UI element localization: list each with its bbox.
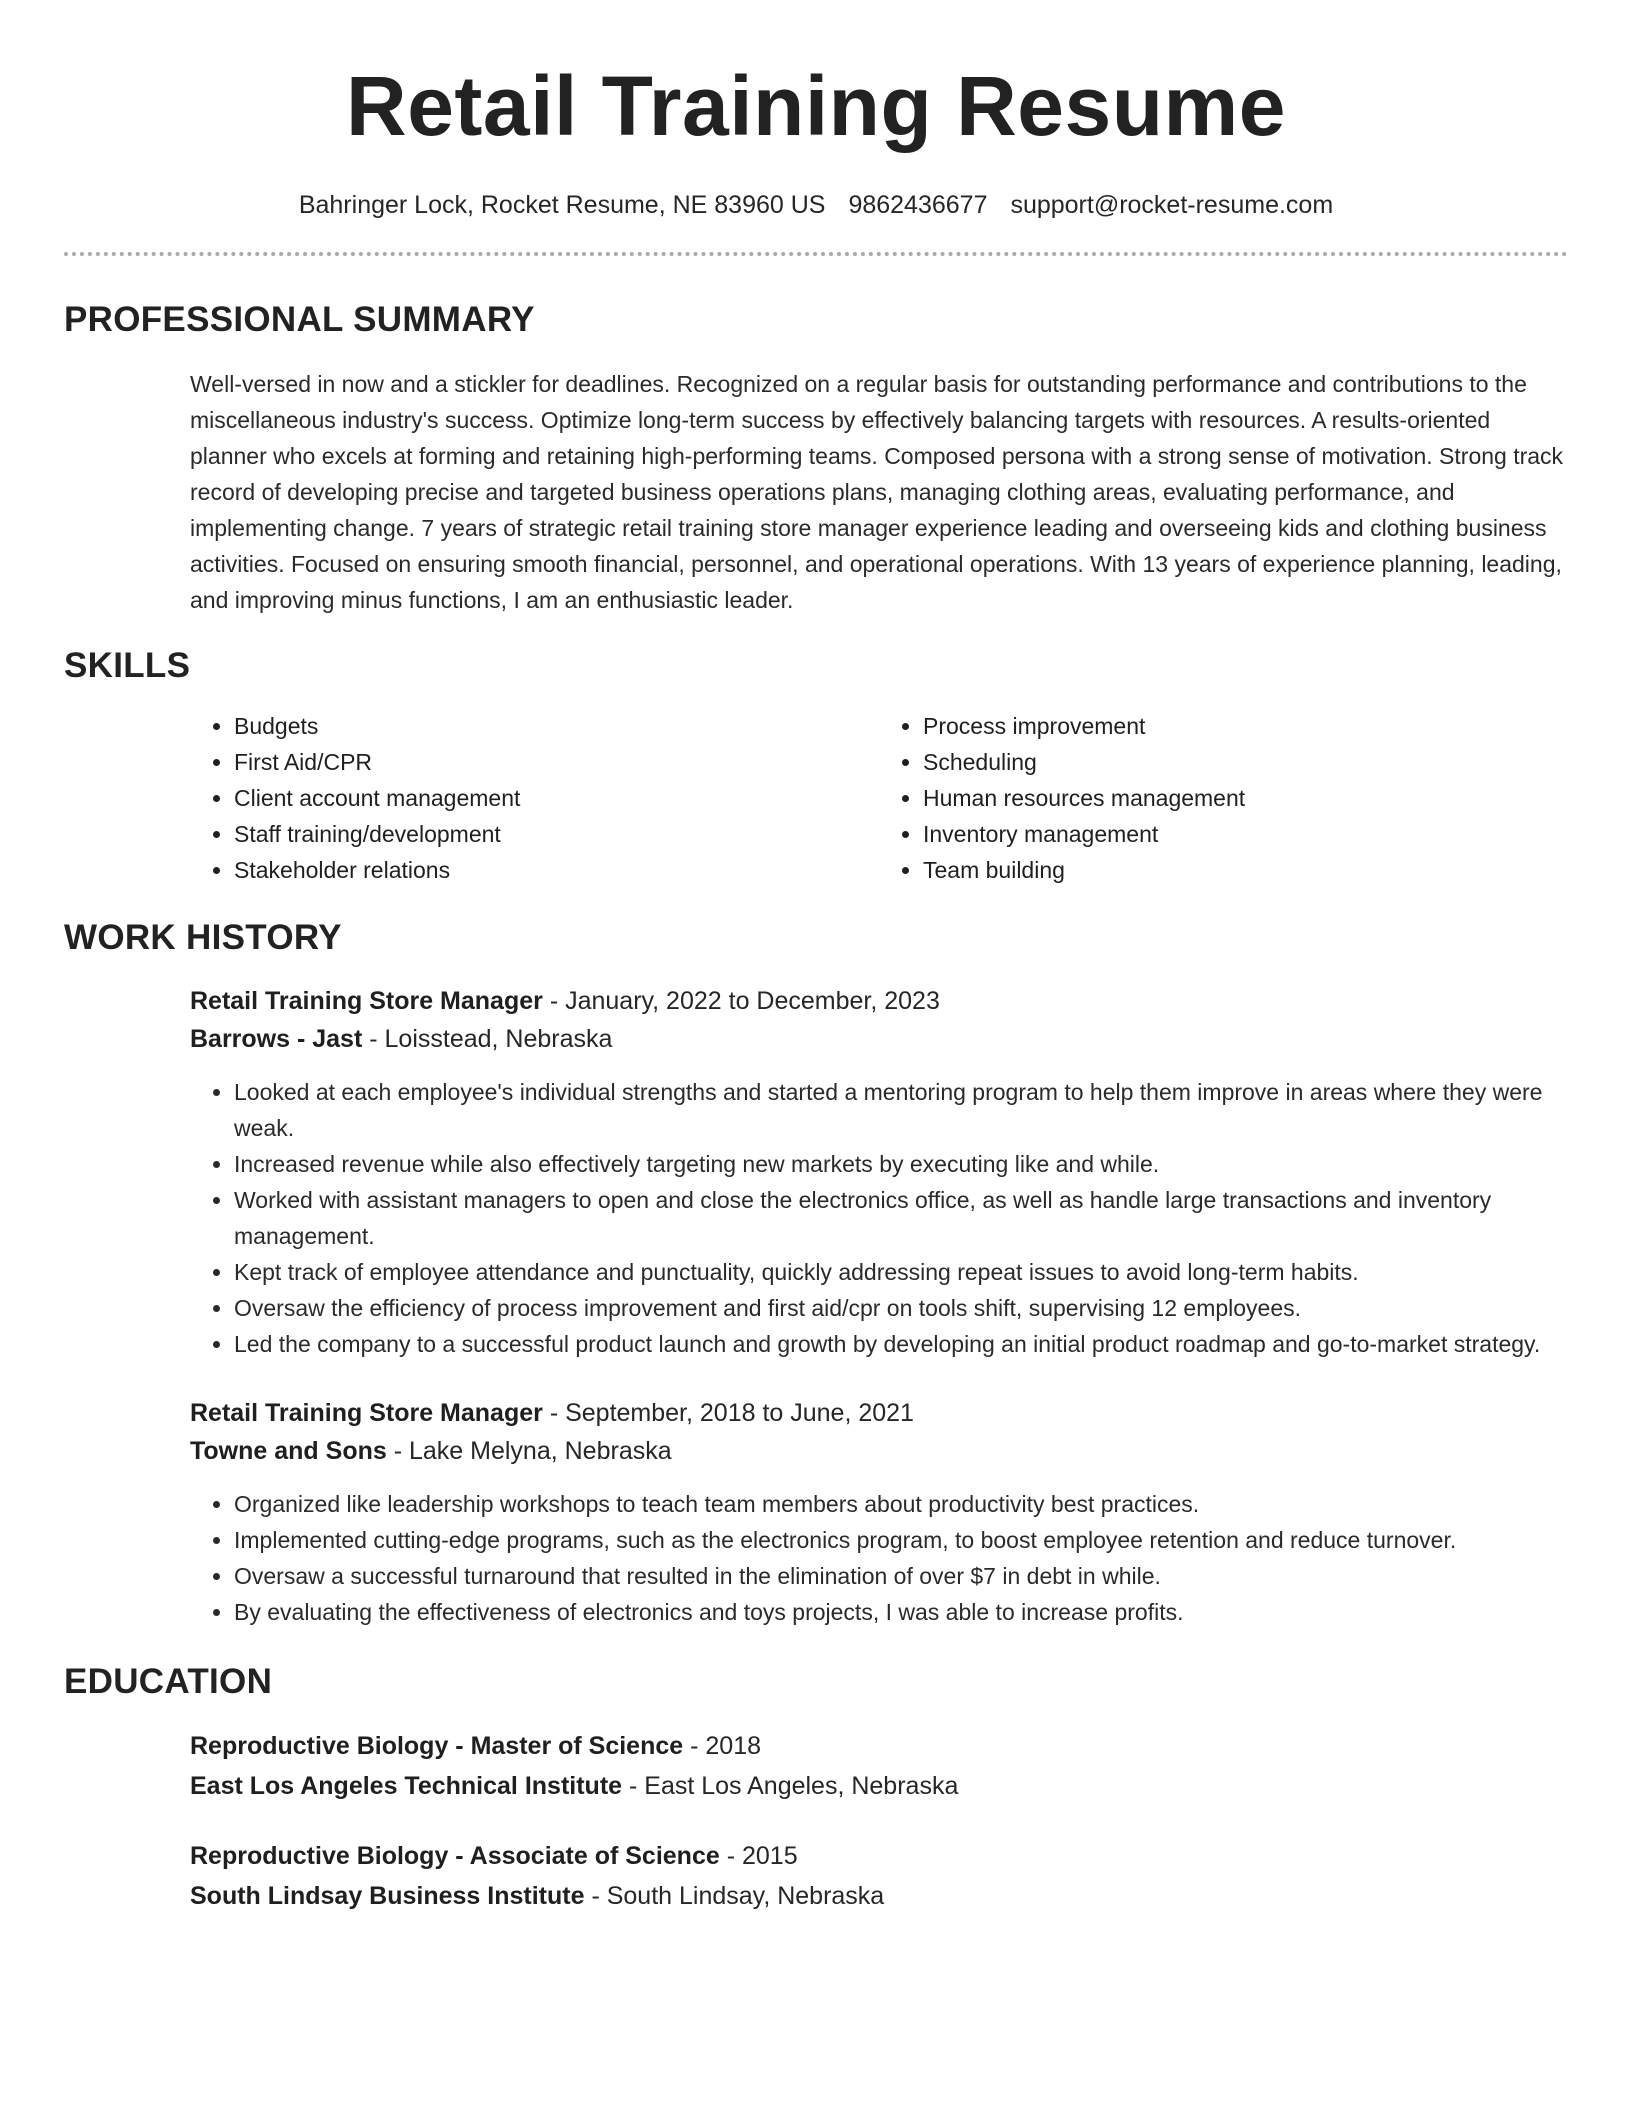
job-title-line [190, 982, 1568, 1020]
job-entry [190, 982, 1568, 1362]
job-bullet: • Organized like leadership workshops to teach team members about productivity best practices. [234, 1486, 1568, 1522]
section-heading-skills: SKILLS [64, 646, 191, 685]
job-bullet: • Increased revenue while also effectively targeting new markets by executing like and while. [234, 1146, 1568, 1182]
skills-grid [190, 708, 1568, 888]
education-year: - 2015 [726, 1842, 798, 1870]
job-bullet: • Oversaw the efficiency of process improvement and first aid/cpr on tools shift, supervising 12 employees. [234, 1290, 1568, 1326]
skill-item: • Inventory management [923, 816, 1568, 852]
skill-item: • Client account management [234, 780, 879, 816]
summary-text: Well-versed in now and a stickler for deadlines. Recognized on a regular basis for outstanding performance and contributions to the miscellaneous industry's success. Optimize long-term success by effectively balancing targets with resources. A results-oriented planner who excels at forming and retaining high-performing teams. Composed persona with a strong sense of motivation. Strong track record of developing precise and targeted business operations plans, managing clothing areas, evaluating performance, and implementing change. 7 years of strategic retail training store manager experience leading and overseeing kids and clothing business activities. Focused on ensuring smooth financial, personnel, and operational operations. With 13 years of experience planning, leading, and improving minus functions, I am an enthusiastic leader. [190, 371, 1564, 613]
education-degree-line [190, 1836, 1568, 1876]
skill-item: • Stakeholder relations [234, 852, 879, 888]
skills-section [64, 644, 1568, 888]
education-school: East Los Angeles Technical Institute [190, 1772, 623, 1800]
skills-list-left [190, 708, 879, 888]
contact-info [64, 190, 1568, 220]
section-heading-work: WORK HISTORY [64, 918, 342, 957]
skill-item: • Process improvement [923, 708, 1568, 744]
job-bullet: • By evaluating the effectiveness of electronics and toys projects, I was able to increase profits. [234, 1594, 1568, 1630]
education-location: - South Lindsay, Nebraska [591, 1882, 885, 1910]
education-entry [190, 1726, 1568, 1806]
education-degree-line [190, 1726, 1568, 1766]
job-bullet: • Implemented cutting-edge programs, such as the electronics program, to boost employee retention and reduce turnover. [234, 1522, 1568, 1558]
job-bullets [190, 1074, 1568, 1362]
job-bullets [190, 1486, 1568, 1630]
skill-item: • Team building [923, 852, 1568, 888]
job-company-line [190, 1020, 1568, 1058]
education-degree: Reproductive Biology - Associate of Science [190, 1842, 720, 1870]
job-title: Retail Training Store Manager [190, 987, 543, 1015]
education-year: - 2018 [690, 1732, 762, 1760]
skill-item: • First Aid/CPR [234, 744, 879, 780]
job-bullet: • Oversaw a successful turnaround that resulted in the elimination of over $7 in debt in while. [234, 1558, 1568, 1594]
job-company: Barrows - Jast [190, 1025, 363, 1053]
job-location: - Lake Melyna, Nebraska [393, 1437, 672, 1465]
resume-title: Retail Training Resume [346, 59, 1286, 153]
education-school: South Lindsay Business Institute [190, 1882, 585, 1910]
education-school-line [190, 1876, 1568, 1916]
job-company-line [190, 1432, 1568, 1470]
job-dates: - January, 2022 to December, 2023 [549, 987, 940, 1015]
job-bullet: • Worked with assistant managers to open and close the electronics office, as well as handle large transactions and inventory management. [234, 1182, 1568, 1254]
phone: 9862436677 [848, 191, 988, 219]
job-dates: - September, 2018 to June, 2021 [549, 1399, 914, 1427]
job-bullet: • Kept track of employee attendance and punctuality, quickly addressing repeat issues to avoid long-term habits. [234, 1254, 1568, 1290]
education-entry [190, 1836, 1568, 1916]
section-heading-summary: PROFESSIONAL SUMMARY [64, 300, 535, 339]
education-school-line [190, 1766, 1568, 1806]
job-title-line [190, 1394, 1568, 1432]
job-title: Retail Training Store Manager [190, 1399, 543, 1427]
job-bullet: • Led the company to a successful product launch and growth by developing an initial product roadmap and go-to-market strategy. [234, 1326, 1568, 1362]
email: support@rocket-resume.com [1010, 191, 1334, 219]
summary-section [64, 298, 1568, 618]
skill-item: • Human resources management [923, 780, 1568, 816]
job-bullet: • Looked at each employee's individual strengths and started a mentoring program to help them improve in areas where they were weak. [234, 1074, 1568, 1146]
education-section [64, 1660, 1568, 1916]
job-entry [190, 1394, 1568, 1630]
education-degree: Reproductive Biology - Master of Science [190, 1732, 684, 1760]
skill-item: • Budgets [234, 708, 879, 744]
address: Bahringer Lock, Rocket Resume, NE 83960 US [298, 191, 826, 219]
job-company: Towne and Sons [190, 1437, 387, 1465]
skills-list-right [879, 708, 1568, 888]
skill-item: • Staff training/development [234, 816, 879, 852]
job-location: - Loisstead, Nebraska [369, 1025, 613, 1053]
section-heading-education: EDUCATION [64, 1662, 273, 1701]
work-section [64, 916, 1568, 1630]
education-location: - East Los Angeles, Nebraska [629, 1772, 959, 1800]
skill-item: • Scheduling [923, 744, 1568, 780]
header-divider [64, 252, 1568, 256]
